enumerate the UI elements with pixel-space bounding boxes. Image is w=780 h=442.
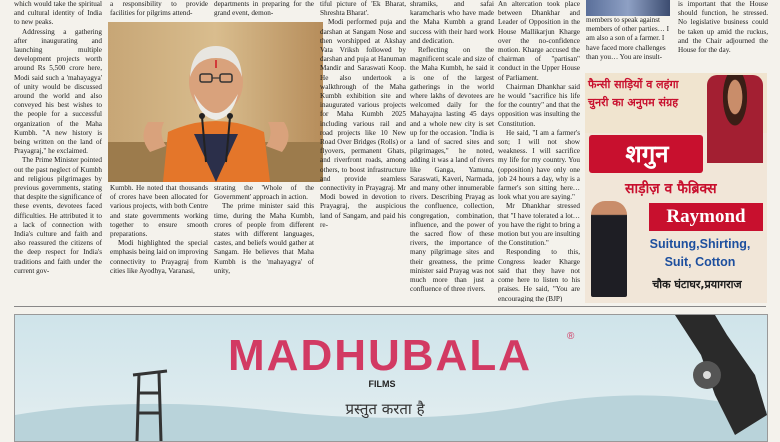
pm-speech-photo	[108, 22, 323, 182]
column-3-para-1: strating the 'Whole of the Government' approach in action.	[214, 184, 314, 202]
column-2-para-1: Kumbh. He noted that thousands of crores have been allocated for various projects, with both Centre and state governments working together to ensure smooth preparations.	[110, 184, 208, 239]
column-1-para-2: The Prime Minister pointed out the past neglect of Kumbh and religious pilgrimages by previous governments, stating that despite the significance of these events, devotees faced difficulties. He attributed it to a lack of connection with India's culture and faith and also reassured the citizens of the deep respect for India's traditions and faith under the current gov-	[14, 156, 102, 275]
small-photo	[586, 0, 670, 16]
speaker-illustration	[108, 22, 323, 182]
banner-films-label: FILMS	[368, 379, 396, 389]
ad-tagline-3: साड़ीज़ व फैब्रिक्स	[625, 181, 717, 197]
ad-model-woman	[707, 75, 763, 163]
column-4-top: tiful picture of 'Ek Bharat, Shreshta Bharat'.	[320, 0, 406, 18]
article-column-4	[320, 0, 406, 302]
madhubala-films-banner	[14, 314, 768, 442]
column-7-top: members to speak against members of other parties… I am also a son of a farmer. I have faced more challenges than you… You are insult-	[586, 16, 670, 61]
article-column-3-bottom	[214, 184, 314, 302]
shagun-advertisement	[585, 73, 767, 303]
banner-title: MADHUBALA	[228, 331, 532, 380]
column-6-para-2: He said, "I am a farmer's son; I will not show weakness. I will sacrifice my life for my country. You (opposition) have only one job 24 hours a day, why is a farmer's son sitting here…look what you are saying."	[498, 128, 580, 202]
article-column-1	[14, 0, 102, 300]
column-1-top: which would take the spiritual and cultural identity of India to new peaks.	[14, 0, 102, 27]
column-6-para-1: Chairman Dhankhar said he would "sacrifice his life for the country" and that the opposition was insulting the Constitution.	[498, 82, 580, 128]
column-8-top: is important that the House should function, he stressed. No legislative business could be taken up amid the ruckus, and the Chair adjourned the House for the day.	[678, 0, 768, 55]
article-column-8	[678, 0, 768, 68]
raymond-logo: Raymond	[666, 206, 746, 227]
column-1-para-1: Addressing a gathering after inaugurating and launching multiple development projects worth around Rs 5,500 crore here, Modi said such a 'mahayagya' of unity would be discussed around the world and also conveyed his best wishes to the people for a successful organization of the Maha Kumbh. "A new history is being written on the land of Prayagraj," he exclaimed.	[14, 27, 102, 156]
column-3-para-2: The prime minister said this time, during the Maha Kumbh, crores of people from different states with different languages, castes, and beliefs would gather at Sangam. He believes that Maha Kumbh is the 'mahayagya' of unity,	[214, 202, 314, 275]
column-5-top: shramiks, and safai karamcharis who have made the Maha Kumbh a grand success with their hard work and dedication.	[410, 0, 494, 45]
ad-tagline-2: चुनरी का अनुपम संग्रह	[588, 96, 679, 109]
trademark-symbol: ®	[567, 331, 575, 342]
article-column-7	[586, 16, 672, 68]
article-column-3-top	[214, 0, 314, 20]
article-column-2-top	[110, 0, 208, 20]
ad-products-2: Suit, Cotton	[664, 255, 736, 269]
column-2-para-2: Modi highlighted the special emphasis being laid on improving connectivity to Prayagraj from cities like Ayodhya, Varanasi,	[110, 239, 208, 275]
column-6-top: An altercation took place between Dhankhar and Leader of Opposition in the House Mallikarjun Kharge over the no-confidence motion. Kharge accused the chairman of "partisan" conduct in the Upper House of Parliament.	[498, 0, 580, 82]
article-column-2-bottom	[110, 184, 208, 302]
section-divider	[14, 306, 766, 307]
ad-tagline-1: फैन्सी साड़ियों व लहंगा	[588, 78, 679, 91]
column-2-top: a responsibility to provide facilities for pilgrims attend-	[110, 0, 208, 18]
column-4-para-1: Modi performed puja and darshan at Sangam Nose and then worshipped at Akshay Vata Vriksh followed by darshan and puja at Hanuman Mandir and Saraswati Koop. He also undertook a walkthrough of the Maha Kumbh exhibition site and inaugurated various projects for Maha Kumbh 2025 including various rail and road projects like 10 New Road Over Bridges (Rolls) or flyovers, permanent Ghats, and riverfront roads, among others, to boost infrastructure and provide seamless connectivity in Prayagraj. Mr Modi bowed in devotion to Prayagraj, the auspicious land of Sangam, and paid his re-	[320, 18, 406, 229]
ad-model-man	[591, 201, 627, 297]
article-column-5	[410, 0, 494, 302]
column-3-top: departments in preparing for the grand event, demon-	[214, 0, 314, 18]
column-6-para-4: Responding to this, Congress leader Kharge said that they have not come here to listen to his praises. He said, "You are encouraging the (BJP)	[498, 248, 580, 302]
article-column-6	[498, 0, 580, 302]
ad-products-1: Suitung,Shirting,	[649, 237, 751, 251]
banner-presents: प्रस्तुत करता है	[345, 400, 425, 418]
column-5-para-1: Reflecting on the magnificent scale and size of the Maha Kumbh, he said it is one of the largest gatherings in the world where lakhs of devotees are welcomed daily for the Mahayajna lasting 45 days and a whole new city is set up for the occasion. "India is a land of sacred sites and pilgrimages," he noted, adding it was a land of rivers like Ganga, Yamuna, Saraswati, Kaveri, Narmada, and many other innumerable rivers. Describing Prayag as the confluence, collection, congregation, combination, influence, and the power of the sacred flow of these rivers, the importance of many pilgrimage sites and their greatness, the prime minister said Prayag was not much more than just a confluence of three rivers.	[410, 46, 494, 294]
ad-brand-name: शगुन	[625, 140, 669, 168]
ad-address: चौक घंटाघर,प्रयागराज	[652, 278, 742, 291]
column-6-para-3: Mr Dhankhar stressed that "I have tolerated a lot…you have the right to bring a motion but you are insulting the Constitution."	[498, 202, 580, 248]
